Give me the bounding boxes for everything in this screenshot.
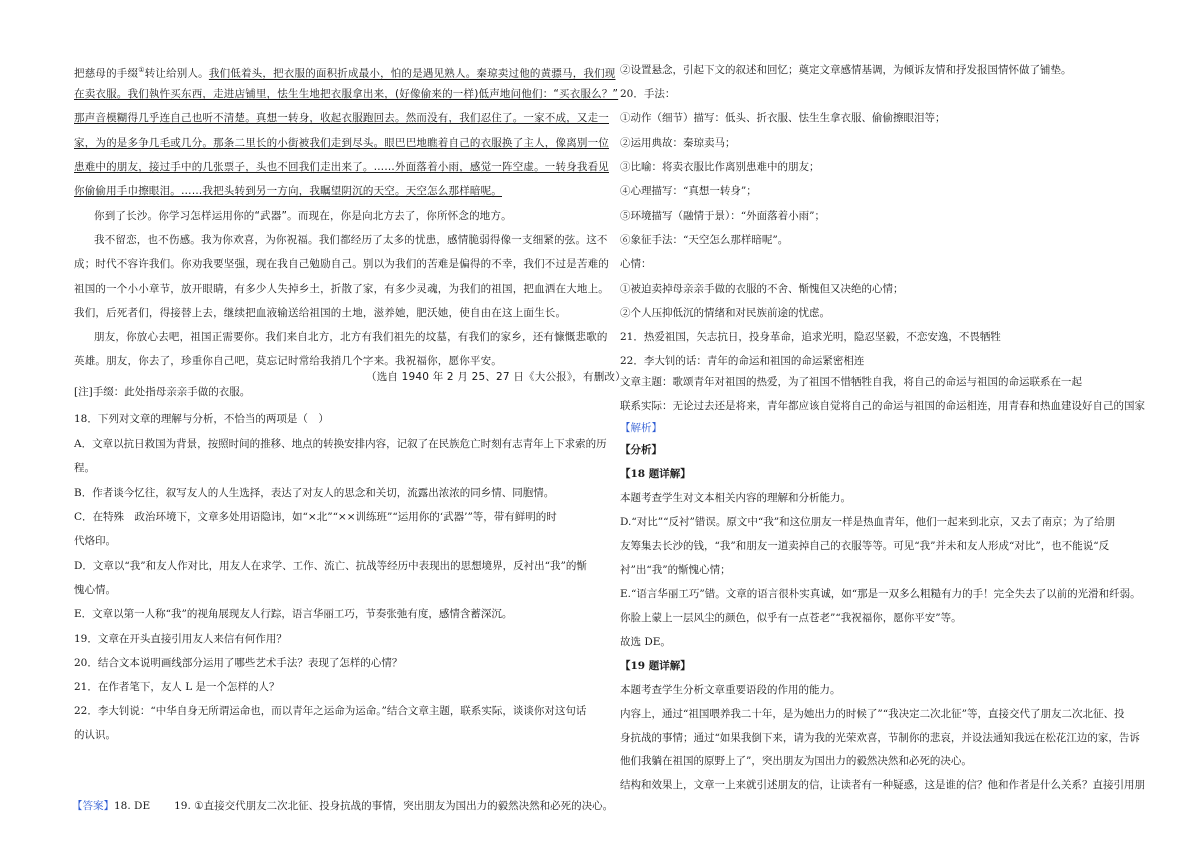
passage-line bbox=[74, 305, 566, 321]
analysis-line: 心情： bbox=[620, 258, 652, 270]
answer-18: 18. DE bbox=[114, 800, 151, 812]
analysis-line: 联系实际：无论过去还是将来，青年都应该自觉将自己的命运与祖国的命运相连，用青春和热血建设好自己的国家 bbox=[620, 400, 1145, 412]
question-line: 20．结合文本说明画线部分运用了哪些艺术手法？表现了怎样的心情？ bbox=[74, 657, 403, 669]
footnote-marker: ① bbox=[138, 66, 145, 74]
underlined-text: 家，为的是多争几毛或几分。那条二里长的小街被我们走到尽头。眼巴巴地瞧着自己的衣服换了主人，像离别一位 bbox=[74, 137, 609, 149]
question-line: E．文章以第一人称“我”的视角展现友人行踪，语言华丽工巧，节奏张弛有度，感情含蓄深沉。 bbox=[74, 608, 513, 620]
analysis-line: 身抗战的事情；通过“如果我倒下来，请为我的光荣欢喜，节制你的悲哀，并设法通知我远在松花江边的家，告诉 bbox=[620, 732, 1140, 744]
analysis-line: 衬”出“我”的惭愧心情； bbox=[620, 564, 731, 576]
question-line: 22．李大钊说：“中华自身无所谓运命也，而以青年之运命为运命。”结合文章主题，联系实际，谈谈你对这句话 bbox=[74, 705, 587, 717]
analysis-line: ②运用典故：秦琼卖马； bbox=[620, 137, 736, 149]
passage-text: 朋友，你放心去吧，祖国正需要你。我们来自北方，北方有我们祖先的坟墓，有我们的家乡，还有慷慨悲歌的 bbox=[94, 331, 608, 343]
analysis-line: 【分析】 bbox=[620, 444, 662, 456]
analysis-line: 【解析】 bbox=[620, 422, 662, 434]
analysis-line: 内容上，通过“祖国喂养我二十年，是为她出力的时候了”“我决定二次北征”等，直接交代了朋友二次北征、投 bbox=[620, 708, 1125, 720]
analysis-line: ④心理描写：“真想一转身”； bbox=[620, 185, 757, 197]
analysis-line: E.“语言华丽工巧”错。文章的语言很朴实真诚，如“那是一双多么粗糙有力的手！完全失去了以前的光滑和纤弱。 bbox=[620, 588, 1141, 600]
underlined-text: 那声音模糊得几乎连自己也听不清楚。真想一转身，收起衣服跑回去。然而没有，我们忍住了。一家不成，又走一 bbox=[74, 112, 609, 124]
passage-line bbox=[94, 208, 512, 224]
analysis-line: 结构和效果上，文章一上来就引述朋友的信，让读者有一种疑惑，这是谁的信？他和作者是什么关系？直接引用朋 bbox=[620, 779, 1145, 791]
passage-line bbox=[74, 110, 609, 126]
passage-text: 祖国的一个小小章节，放开眼睛，有多少人失掉乡土，折散了家，有多少灵魂，为我们的祖国，把血洒在大地上。 bbox=[74, 283, 609, 295]
answer-tag: 【答案】 bbox=[72, 800, 114, 812]
passage-line bbox=[74, 159, 609, 175]
underlined-text: 我们低着头，把衣服的面积折成最小，怕的是遇见熟人。秦琼卖过他的黄骠马，我们现 bbox=[208, 67, 616, 80]
underlined-text: 你偷偷用手巾擦眼泪。……我把头转到另一方向，我瞩望阴沉的天空。天空怎么那样暗呢。 bbox=[74, 185, 502, 197]
passage-line bbox=[74, 183, 502, 199]
passage-text: 转让给别人。 bbox=[144, 67, 209, 80]
analysis-line: ②个人压抑低沉的情绪和对民族前途的忧虑。 bbox=[620, 307, 830, 319]
analysis-line: ①被迫卖掉母亲亲手做的衣服的不舍、惭愧但又决绝的心情； bbox=[620, 283, 904, 295]
passage-line bbox=[74, 62, 616, 82]
question-line: 21．在作者笔下，友人 L 是一个怎样的人？ bbox=[74, 681, 280, 693]
question-line: 程。 bbox=[74, 462, 95, 474]
question-line: 愧心情。 bbox=[74, 584, 116, 596]
passage-line bbox=[74, 281, 609, 297]
passage-line bbox=[74, 135, 609, 151]
analysis-line: 本题考查学生对文本相关内容的理解和分析能力。 bbox=[620, 492, 851, 504]
footnote: [注]手缀：此处指母亲亲手做的衣服。 bbox=[74, 386, 251, 398]
question-line: C．在特殊 政治环境下，文章多处用语隐讳，如“×北”“××训练班”“运用你的‘武器’”等，带有鲜明的时 bbox=[74, 511, 557, 523]
passage-line bbox=[74, 86, 618, 102]
analysis-line: ⑤环境描写（融情于景）：“外面落着小雨”； bbox=[620, 210, 825, 222]
analysis-line: 20．手法： bbox=[620, 88, 676, 100]
question-line: 18．下列对文章的理解与分析，不恰当的两项是（ ） bbox=[74, 413, 329, 425]
question-line: D．文章以“我”和友人作对比，用友人在求学、工作、流亡、抗战等经历中表现出的思想境界，反衬出“我”的惭 bbox=[74, 560, 587, 572]
analysis-line: 【19 题详解】 bbox=[620, 660, 691, 672]
question-line: 19．文章在开头直接引用友人来信有何作用？ bbox=[74, 633, 287, 645]
question-line: 代烙印。 bbox=[74, 535, 116, 547]
question-line: 的认识。 bbox=[74, 729, 116, 741]
underlined-text: 在卖衣服。我们執忤买东西，走进店铺里，怯生生地把衣服拿出来，(好像偷来的一样)低声地问他们：“买衣服么？” bbox=[74, 88, 619, 100]
passage-text: 我不留恋，也不伤感。我为你欢喜，为你祝福。我们都经历了太多的忧患，感情脆弱得像一支细紧的弦。这不 bbox=[94, 234, 608, 246]
analysis-line: ②设置悬念，引起下文的叙述和回忆；奠定文章感情基调，为倾诉友情和抒发报国情怀做了铺垫。 bbox=[620, 64, 1072, 76]
analysis-line: ⑥象征手法：“天空怎么那样暗呢”。 bbox=[620, 234, 789, 246]
passage-text: 把慈母的手缀 bbox=[74, 67, 139, 80]
analysis-line: 【18 题详解】 bbox=[620, 468, 691, 480]
passage-text: 成；时代不容许我们。你劝我要坚强，现在我自己勉励自己。别以为我们的苦难是偏得的不幸，我们不过是苦难的 bbox=[74, 258, 609, 270]
analysis-line: 22．李大钊的话：青年的命运和祖国的命运紧密相连 bbox=[620, 355, 865, 367]
passage-line bbox=[74, 353, 502, 369]
underlined-text: 患难中的朋友，接过手中的几张票子，头也不回我们走出来了。……外面落着小雨，感觉一阵空虚。一转身我看见 bbox=[74, 161, 609, 173]
analysis-line: 他们我躺在祖国的原野上了”，突出朋友为国出力的毅然决然和必死的决心。 bbox=[620, 755, 972, 767]
passage-text: 英雄。朋友，你去了，珍重你自己吧，莫忘记时常给我捎几个字来。我祝福你，愿你平安。 bbox=[74, 355, 502, 367]
analysis-line: 友筹集去长沙的钱，“我”和朋友一道卖掉自己的衣服等等。可见“我”并未和友人形成“对比”，也不能说“反 bbox=[620, 540, 1110, 552]
analysis-line: 本题考查学生分析文章重要语段的作用的能力。 bbox=[620, 684, 841, 696]
passage-line bbox=[94, 232, 608, 248]
passage-text: 我们，后死者们，得接替上去，继续把血液输送给祖国的土地，滋养她，肥沃她，使自由在这上面生长。 bbox=[74, 307, 567, 319]
analysis-line: ③比喻：将卖衣服比作离别患难中的朋友； bbox=[620, 161, 820, 173]
question-line: A．文章以抗日救国为背景，按照时间的推移、地点的转换安排内容，记叙了在民族危亡时刻有志青年上下求索的历 bbox=[74, 438, 607, 450]
passage-text: 你到了长沙。你学习怎样运用你的“武器”。而现在，你是向北方去了，你所怀念的地方。 bbox=[94, 210, 512, 222]
analysis-line: ①动作（细节）描写：低头、折衣服、怯生生拿衣服、偷偷擦眼泪等； bbox=[620, 112, 946, 124]
passage-line bbox=[94, 329, 608, 345]
analysis-line: 你脸上蒙上一层风尘的颜色，似乎有一点苍老”“我祝福你，愿你平安”等。 bbox=[620, 612, 962, 624]
analysis-line: 故选 DE。 bbox=[620, 636, 671, 648]
question-line: B．作者谈今忆往，叙写友人的人生选择，表达了对友人的思念和关切，流露出浓浓的同乡情、同胞情。 bbox=[74, 487, 555, 499]
analysis-line: 文章主题：歌颂青年对祖国的热爱，为了祖国不惜牺牲自我，将自己的命运与祖国的命运联系在一起 bbox=[620, 376, 1082, 388]
answer-line bbox=[72, 798, 613, 814]
analysis-line: 21．热爱祖国，矢志抗日，投身革命，追求光明，隐忍坚毅，不恋安逸，不畏牺牲 bbox=[620, 331, 1001, 343]
passage-text: （选自 1940 年 2 月 25、27 日《大公报》，有删改） bbox=[366, 371, 626, 383]
passage-line bbox=[74, 256, 609, 272]
analysis-line: D.“对比”“反衬”错误。原文中“我”和这位朋友一样是热血青年，他们一起来到北京，又去了南京；为了给朋 bbox=[620, 516, 1116, 528]
passage-line bbox=[366, 369, 626, 385]
answer-19: 19. ①直接交代朋友二次北征、投身抗战的事情，突出朋友为国出力的毅然决然和必死的决心。 bbox=[174, 800, 614, 812]
